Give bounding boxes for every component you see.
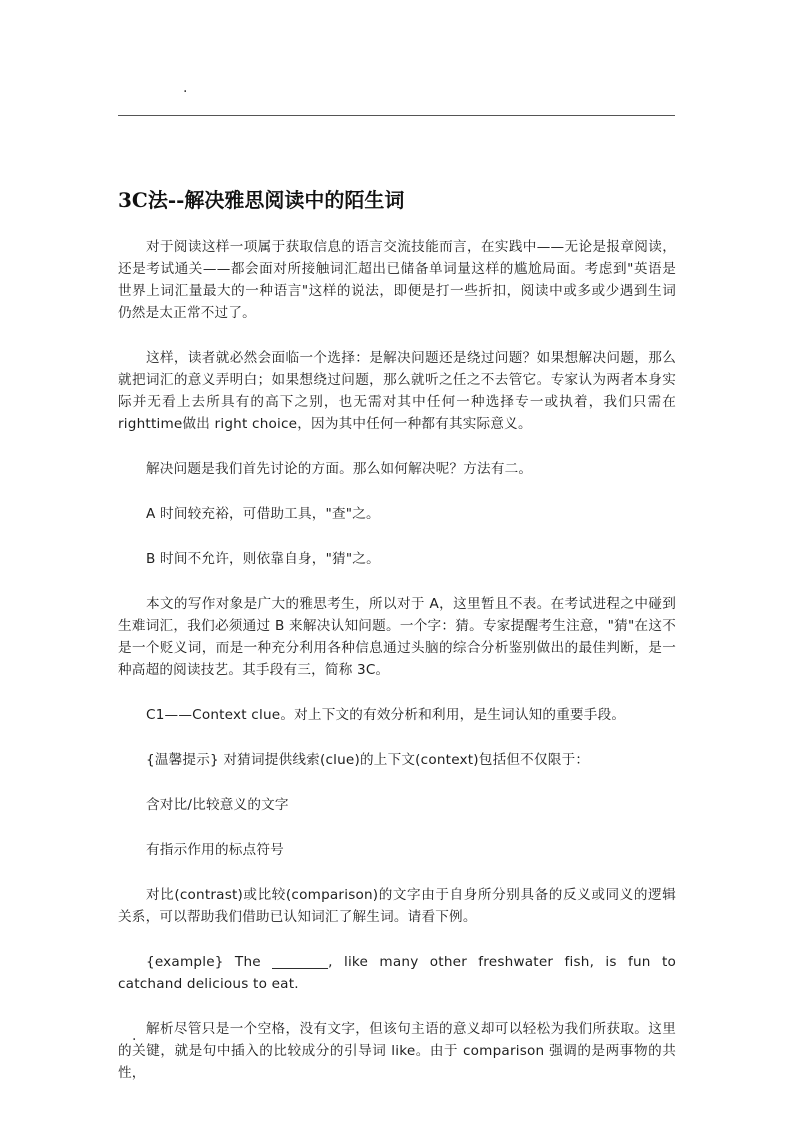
- paragraph-3c-intro: 本文的写作对象是广大的雅思考生，所以对于 A，这里暂且不表。在考试进程之中碰到生难词汇，我们必须通过 B 来解决认知问题。一个字：猜。专家提醒考生注意，"猜"在这不是一个贬义词，而是一种充分利用各种信息通过头脑的综合分析鉴别做出的最佳判断，是一种高超的阅读技艺。其手段有三，简称 3C。: [118, 596, 676, 678]
- document-body: [118, 236, 676, 1084]
- list-item-contrast-text: 含对比/比较意义的文字: [146, 797, 289, 813]
- paragraph-method-b: B 时间不允许，则依靠自身，"猜"之。: [146, 551, 380, 567]
- paragraph-method-a: A 时间较充裕，可借助工具，"查"之。: [146, 506, 380, 522]
- list-item-punctuation: 有指示作用的标点符号: [146, 842, 284, 858]
- footer-mark: .: [132, 1028, 137, 1044]
- paragraph-intro: 对于阅读这样一项属于获取信息的语言交流技能而言，在实践中——无论是报章阅读，还是考试通关——都会面对所接触词汇超出已储备单词量这样的尴尬局面。考虑到"英语是世界上词汇量最大的一种语言"这样的说法，即便是打一些折扣，阅读中或多或少遇到生词仍然是太正常不过了。: [118, 239, 676, 321]
- header-rule: [118, 115, 675, 116]
- paragraph-tip: {温馨提示} 对猜词提供线索(clue)的上下文(context)包括但不仅限于：: [146, 752, 590, 768]
- paragraph-methods: 解决问题是我们首先讨论的方面。那么如何解决呢？方法有二。: [146, 461, 533, 477]
- header-mark: .: [183, 80, 188, 96]
- paragraph-choice: 这样，读者就必然会面临一个选择：是解决问题还是绕过问题？如果想解决问题，那么就把词汇的意义弄明白；如果想绕过问题，那么就听之任之不去管它。专家认为两者本身实际并无看上去所具有的高下之别，也无需对其中任何一种选择专一或执着，我们只需在righttime做出 right choice，因为其中任何一种都有其实际意义。: [118, 350, 676, 432]
- paragraph-example: {example} The ________, like many other freshwater fish, is fun to catchand delicious to eat.: [118, 954, 676, 992]
- paragraph-contrast: 对比(contrast)或比较(comparison)的文字由于自身所分别具备的反义或同义的逻辑关系，可以帮助我们借助已认知词汇了解生词。请看下例。: [118, 887, 676, 925]
- paragraph-c1: C1——Context clue。对上下文的有效分析和利用，是生词认知的重要手段。: [146, 707, 626, 723]
- paragraph-analysis: 解析尽管只是一个空格，没有文字，但该句主语的意义却可以轻松为我们所获取。这里的关键，就是句中插入的比较成分的引导词 like。由于 comparison 强调的是两事物的共性，: [118, 1021, 676, 1081]
- document-title: 3C法--解决雅思阅读中的陌生词: [118, 188, 405, 212]
